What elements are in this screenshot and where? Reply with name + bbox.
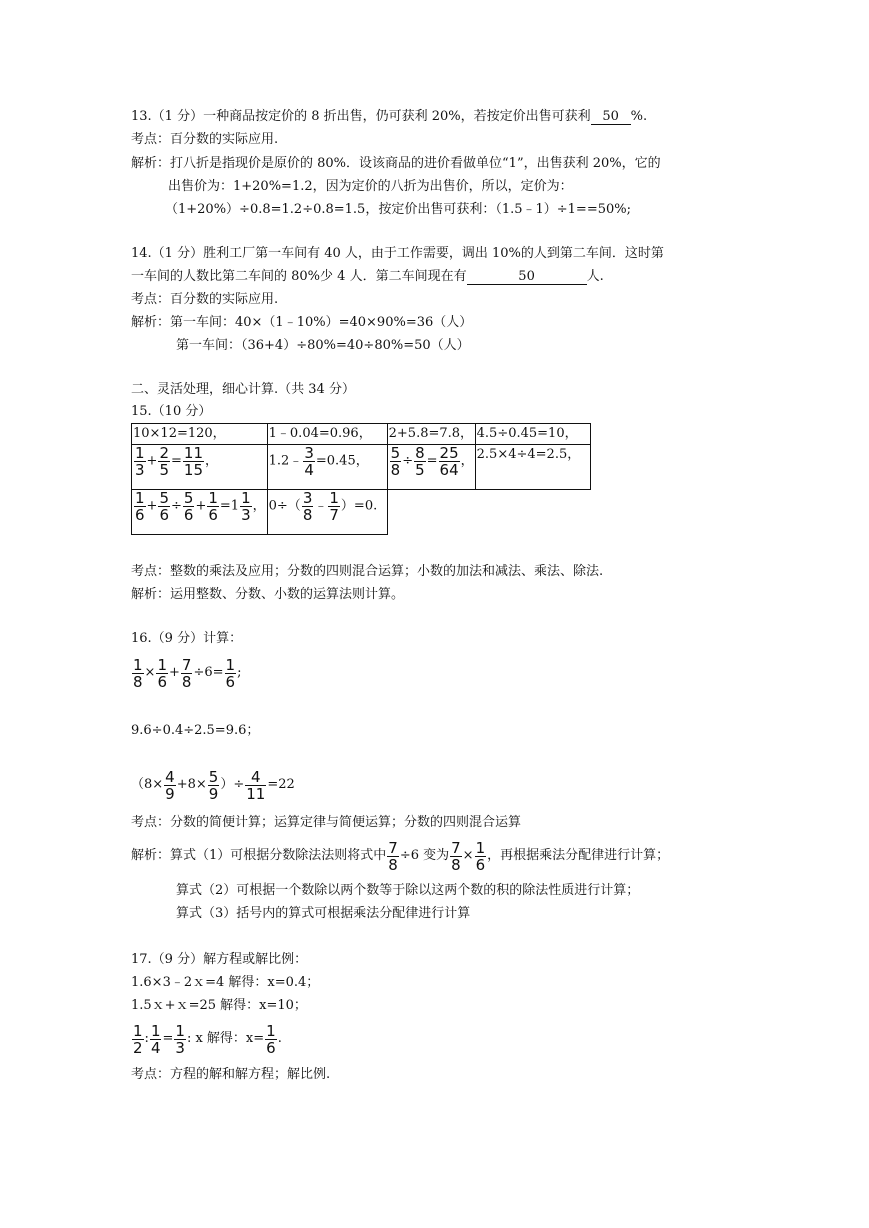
q14-kaodian: 考点：百分数的实际应用. (131, 292, 279, 307)
q14-question-line2: 一车间的人数比第二车间的 80%少 4 人．第二车间现在有 50 人. (131, 269, 604, 284)
table-cell: 1﹣0.04=0.96， (267, 424, 387, 445)
q14-answer: 50 (467, 270, 587, 285)
fraction: $\frac{7}{8}$ (181, 655, 192, 691)
q13-jiexi-line3: （1+20%）÷0.8=1.2÷0.8=1.5，按定价出售可获利：（1.5﹣1）÷1==50%; (165, 202, 631, 217)
table-cell: 4.5÷0.45=10， (475, 424, 590, 445)
fraction: $\frac{25}{64}$ (439, 444, 459, 479)
table-cell: 2+5.8=7.8， (387, 424, 475, 445)
table-cell: $\frac{5}{8}$ ÷ $\frac{8}{5}$ = $\frac{25}{64}$ ， (387, 445, 475, 490)
fraction: $\frac{1}{6}$ (135, 489, 145, 524)
table-row (132, 490, 591, 535)
table-cell: $\frac{1}{3}$ + $\frac{2}{5}$ = $\frac{11}{15}$ ， (132, 445, 268, 490)
fraction: $\frac{1}{6}$ (475, 838, 486, 874)
fraction: $\frac{1}{3}$ (175, 1021, 185, 1057)
table-cell: 1.2﹣ $\frac{3}{4}$ =0.45， (267, 445, 387, 490)
q14-jiexi-line1: 解析：第一车间：40×（1﹣10%）=40×90%=36（人） (131, 315, 473, 330)
fraction: $\frac{8}{5}$ (415, 444, 425, 479)
q16-expression-1: $\frac{1}{8}$ × $\frac{1}{6}$ + $\frac{7}{8}$ ÷6= $\frac{1}{6}$ ; (133, 655, 242, 691)
table-cell-empty (387, 490, 475, 535)
q14-jiexi-line2: 第一车间：（36+4）÷80%=40÷80%=50（人） (176, 338, 470, 353)
q15-title: 15.（10 分） (131, 404, 212, 419)
fraction: $\frac{5}{9}$ (208, 767, 219, 803)
table-row (132, 424, 591, 445)
table-cell-empty (475, 490, 590, 535)
fraction: $\frac{1}{8}$ (133, 655, 143, 691)
q13-jiexi-line1: 解析：打八折是指现价是原价的 80%．设该商品的进价看做单位“1”，出售获利 20%，它的 (131, 156, 661, 171)
fraction: $\frac{1}{6}$ (157, 655, 167, 691)
fraction: $\frac{11}{15}$ (183, 444, 203, 479)
fraction: $\frac{1}{2}$ (133, 1021, 143, 1057)
q17-equation-3: $\frac{1}{2}$ : $\frac{1}{4}$ = $\frac{1}{3}$ : x 解得：x= $\frac{1}{6}$ . (133, 1021, 282, 1057)
table-cell: 0÷（ $\frac{3}{8}$ ﹣ $\frac{1}{7}$ ）=0. (267, 490, 387, 535)
q13-question: 13.（1 分）一种商品按定价的 8 折出售，仍可获利 20%，若按定价出售可获利 50 %. (131, 109, 648, 124)
fraction: $\frac{5}{6}$ (159, 489, 169, 524)
q16-kaodian: 考点：分数的简便计算；运算定律与简便运算；分数的四则混合运算 (131, 815, 522, 830)
q16-expression-3: （8× $\frac{4}{9}$ +8× $\frac{5}{9}$ ）÷ $\frac{4}{11}$ =22 (131, 767, 295, 803)
fraction: $\frac{7}{8}$ (388, 838, 398, 874)
fraction: $\frac{4}{11}$ (246, 767, 266, 803)
table-cell: $\frac{1}{6}$ + $\frac{5}{6}$ ÷ $\frac{5}{6}$ + $\frac{1}{6}$ =1 $\frac{1}{3}$ ， (132, 490, 268, 535)
fraction: $\frac{1}{6}$ (225, 655, 236, 691)
table-cell: 2.5×4÷4=2.5， (475, 445, 590, 490)
fraction: $\frac{1}{6}$ (266, 1021, 276, 1057)
q13-jiexi-line2: 出售价为：1+20%=1.2，因为定价的八折为出售价，所以，定价为： (168, 179, 573, 194)
q14-question-line1: 14.（1 分）胜利工厂第一车间有 40 人，由于工作需要，调出 10%的人到第二车间．这时第 (131, 246, 664, 261)
table-row (132, 445, 591, 490)
q17-equation-1: 1.6×3﹣2ｘ=4 解得：x=0.4； (131, 975, 320, 990)
q13-answer: 50 (591, 110, 631, 125)
fraction: $\frac{1}{3}$ (135, 444, 145, 479)
q16-jiexi-line1: 解析：算式（1）可根据分数除法法则将式中 $\frac{7}{8}$ ÷6 变为 $\frac{7}{8}$ × $\frac{1}{6}$ ，再根据乘法分配律进行计算； (131, 838, 670, 874)
q15-calc-table (131, 423, 591, 535)
fraction: $\frac{7}{8}$ (451, 838, 461, 874)
fraction: $\frac{5}{6}$ (183, 489, 194, 524)
q17-kaodian: 考点：方程的解和解方程；解比例. (131, 1067, 331, 1082)
fraction: $\frac{4}{9}$ (165, 767, 175, 803)
q16-expression-2: 9.6÷0.4÷2.5=9.6； (131, 723, 260, 738)
q17-equation-2: 1.5ｘ+ｘ=25 解得：x=10； (131, 998, 307, 1013)
fraction: $\frac{5}{8}$ (390, 444, 401, 479)
q15-kaodian: 考点：整数的乘法及应用；分数的四则混合运算；小数的加法和减法、乘法、除法. (131, 564, 604, 579)
table-cell: 10×12=120， (132, 424, 268, 445)
section-heading: 二、灵活处理，细心计算.（共 34 分） (131, 382, 355, 397)
q16-jiexi-line3: 算式（3）括号内的算式可根据乘法分配律进行计算 (176, 906, 471, 921)
q16-jiexi-line2: 算式（2）可根据一个数除以两个数等于除以这两个数的积的除法性质进行计算； (176, 883, 640, 898)
fraction: $\frac{1}{7}$ (329, 489, 339, 524)
q13-kaodian: 考点：百分数的实际应用. (131, 132, 279, 147)
q15-jiexi: 解析：运用整数、分数、小数的运算法则计算。 (131, 587, 405, 602)
fraction: $\frac{3}{8}$ (302, 489, 313, 524)
q16-title: 16.（9 分）计算： (131, 631, 243, 646)
fraction: $\frac{1}{6}$ (208, 489, 218, 524)
q17-title: 17.（9 分）解方程或解比例： (131, 952, 308, 967)
fraction: $\frac{3}{4}$ (304, 444, 314, 479)
fraction: $\frac{1}{4}$ (150, 1021, 161, 1057)
fraction: $\frac{1}{3}$ (241, 489, 251, 524)
fraction: $\frac{2}{5}$ (159, 444, 169, 479)
